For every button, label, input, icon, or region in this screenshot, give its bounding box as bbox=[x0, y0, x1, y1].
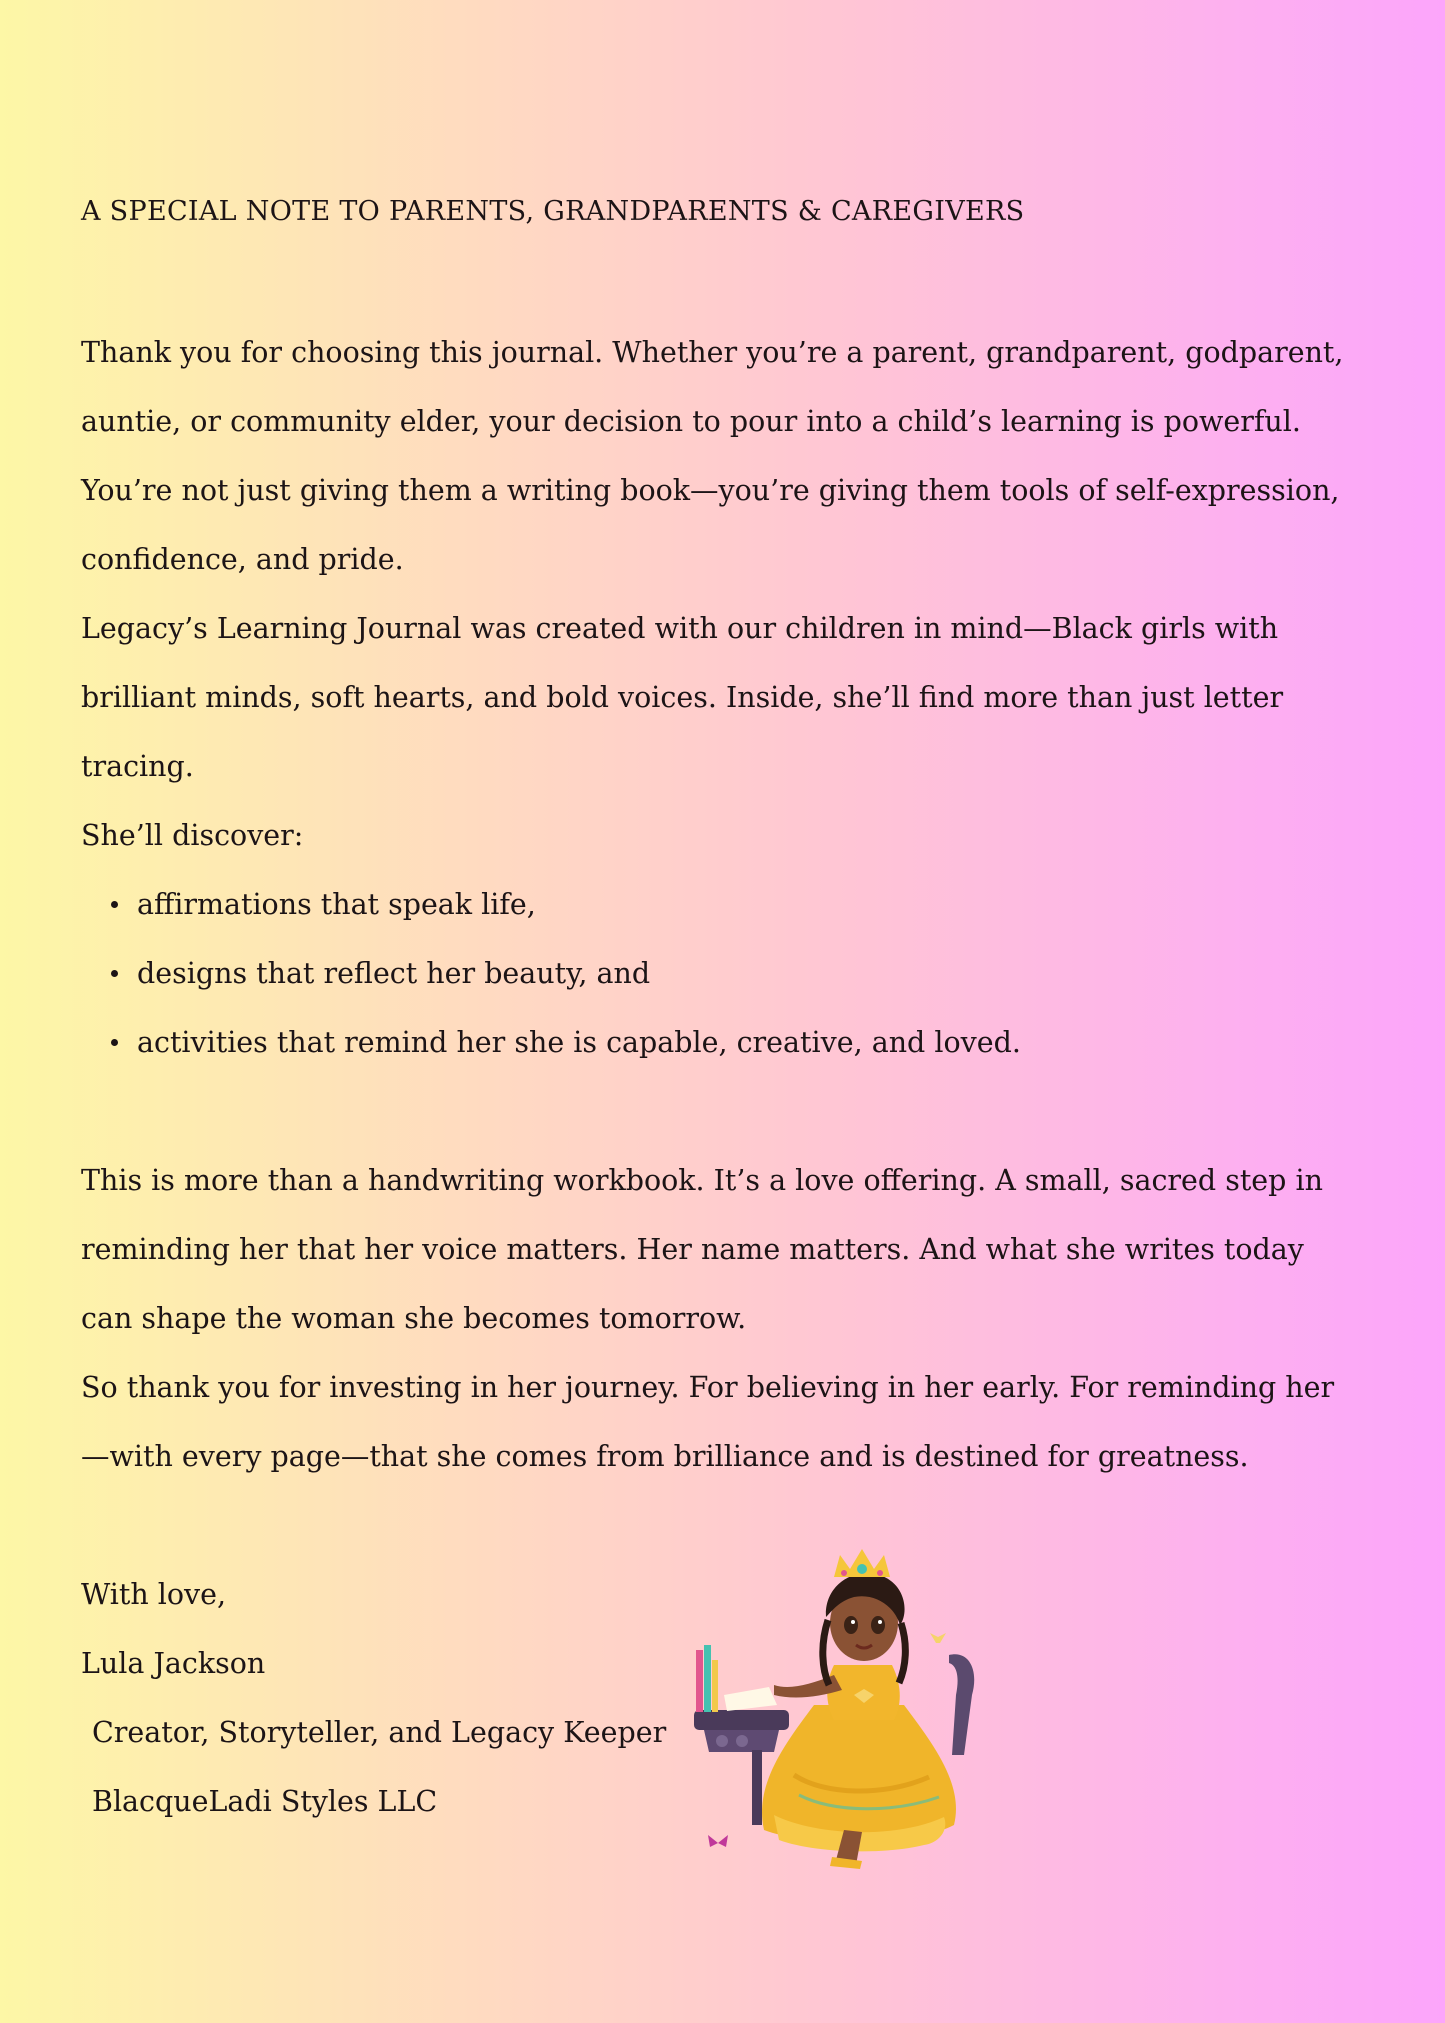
text-line: reminding her that her voice matters. Her name matters. And what she writes today bbox=[81, 1233, 1304, 1266]
paragraph-thank-you bbox=[81, 318, 1381, 594]
text-line: —with every page—that she comes from brilliance and is destined for greatness. bbox=[81, 1440, 1249, 1473]
paragraph-love-offering bbox=[81, 1146, 1381, 1353]
text-line: brilliant minds, soft hearts, and bold voices. Inside, she’ll find more than just letter bbox=[81, 681, 1284, 714]
text-line: This is more than a handwriting workbook. It’s a love offering. A small, sacred step in bbox=[81, 1164, 1323, 1197]
bullet-icon bbox=[111, 1039, 118, 1046]
text-line: auntie, or community elder, your decision to pour into a child’s learning is powerful. bbox=[81, 405, 1301, 438]
spacer bbox=[81, 1077, 1381, 1146]
princess-writing-illustration bbox=[694, 1545, 1034, 1875]
signature-block bbox=[81, 1560, 666, 1836]
butterfly-icon bbox=[708, 1835, 728, 1847]
list-item: affirmations that speak life, bbox=[81, 870, 1381, 939]
text-line: tracing. bbox=[81, 750, 194, 783]
text-line: Thank you for choosing this journal. Whether you’re a parent, grandparent, godparent, bbox=[81, 336, 1344, 369]
bullet-icon bbox=[111, 901, 118, 908]
page-heading: A SPECIAL NOTE TO PARENTS, GRANDPARENTS & CAREGIVERS bbox=[81, 196, 1025, 227]
dress-icon bbox=[762, 1705, 956, 1843]
desk-icon bbox=[694, 1710, 789, 1730]
letter-body bbox=[81, 318, 1381, 1491]
text-line: Legacy’s Learning Journal was created with our children in mind—Black girls with bbox=[81, 612, 1279, 645]
paragraph-thank-you-closing bbox=[81, 1353, 1381, 1491]
author-title: Creator, Storyteller, and Legacy Keeper bbox=[92, 1716, 667, 1749]
discover-label: She’ll discover: bbox=[81, 819, 304, 852]
list-item: activities that remind her she is capable, creative, and loved. bbox=[81, 1008, 1381, 1077]
company-name: BlacqueLadi Styles LLC bbox=[92, 1785, 438, 1818]
text-line: You’re not just giving them a writing book—you’re giving them tools of self-expression, bbox=[81, 474, 1340, 507]
text-line: So thank you for investing in her journey. For believing in her early. For reminding her bbox=[81, 1371, 1335, 1404]
chair-icon bbox=[949, 1654, 974, 1755]
list-item: designs that reflect her beauty, and bbox=[81, 939, 1381, 1008]
discover-list bbox=[81, 870, 1381, 1077]
author-name: Lula Jackson bbox=[81, 1647, 266, 1680]
paragraph-journal-intro bbox=[81, 594, 1381, 801]
text-line: confidence, and pride. bbox=[81, 543, 404, 576]
text-line: can shape the woman she becomes tomorrow. bbox=[81, 1302, 747, 1335]
bullet-icon bbox=[111, 970, 118, 977]
closing-text: With love, bbox=[81, 1578, 227, 1611]
